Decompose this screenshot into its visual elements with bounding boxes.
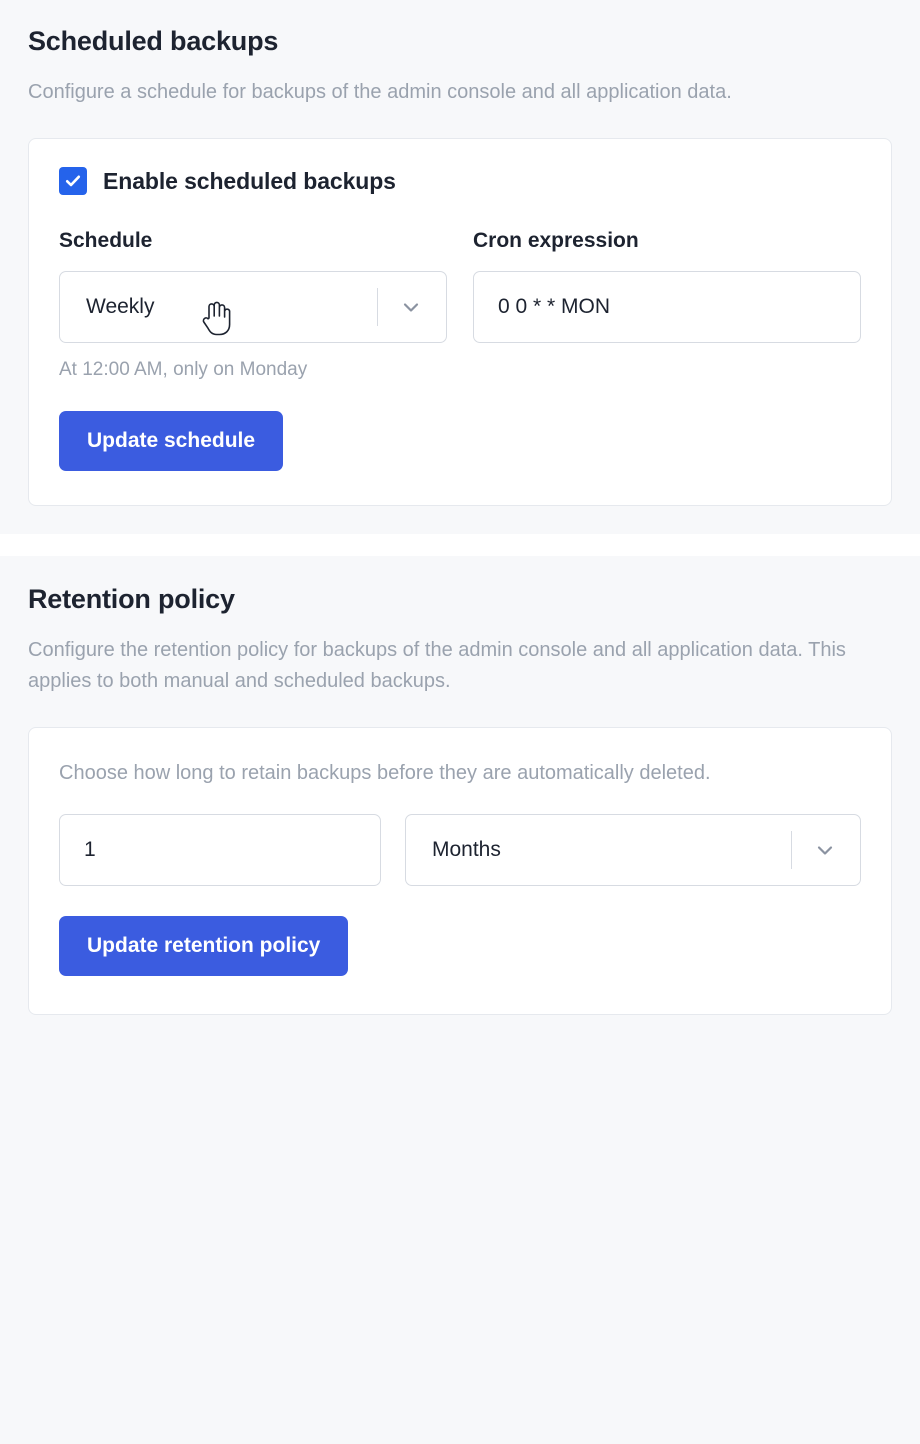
enable-scheduled-backups-row[interactable] [59,167,861,195]
check-icon [64,172,82,190]
schedule-select[interactable] [59,271,447,343]
chevron-down-icon [810,835,840,865]
page-title: Scheduled backups [28,26,279,56]
retention-unit-field [405,814,861,886]
schedule-select-value: Weekly [86,295,155,318]
scheduled-backups-description: Configure a schedule for backups of the admin console and all application data. [28,81,732,103]
enable-scheduled-backups-label: Enable scheduled backups [103,167,396,194]
retention-unit-select[interactable] [405,814,861,886]
scheduled-backups-section [0,0,920,506]
chevron-down-icon [396,292,426,322]
retention-quantity-input[interactable] [59,814,381,886]
retention-fields-row [59,814,861,886]
retention-card-description: Choose how long to retain backups before they are automatically deleted. [59,762,711,784]
schedule-helper-text: At 12:00 AM, only on Monday [59,359,308,380]
section-divider [0,534,920,556]
schedule-fields-row [59,229,861,381]
schedule-field [59,229,447,381]
retention-policy-section [0,556,920,1015]
retention-policy-description: Configure the retention policy for backups of the admin console and all application data. This applies to both manual and scheduled backups. [28,639,846,692]
update-schedule-button[interactable]: Update schedule [59,411,283,471]
update-retention-policy-button[interactable]: Update retention policy [59,916,348,976]
select-divider [791,831,792,869]
retention-quantity-field [59,814,381,886]
retention-unit-value: Months [432,838,501,861]
select-divider [377,288,378,326]
retention-policy-title: Retention policy [28,584,235,614]
enable-scheduled-backups-checkbox[interactable] [59,167,87,195]
cron-field [473,229,861,343]
cron-expression-input[interactable] [473,271,861,343]
cron-expression-label: Cron expression [473,229,639,252]
retention-policy-card [28,727,892,1015]
scheduled-backups-card [28,138,892,506]
schedule-label: Schedule [59,229,153,252]
